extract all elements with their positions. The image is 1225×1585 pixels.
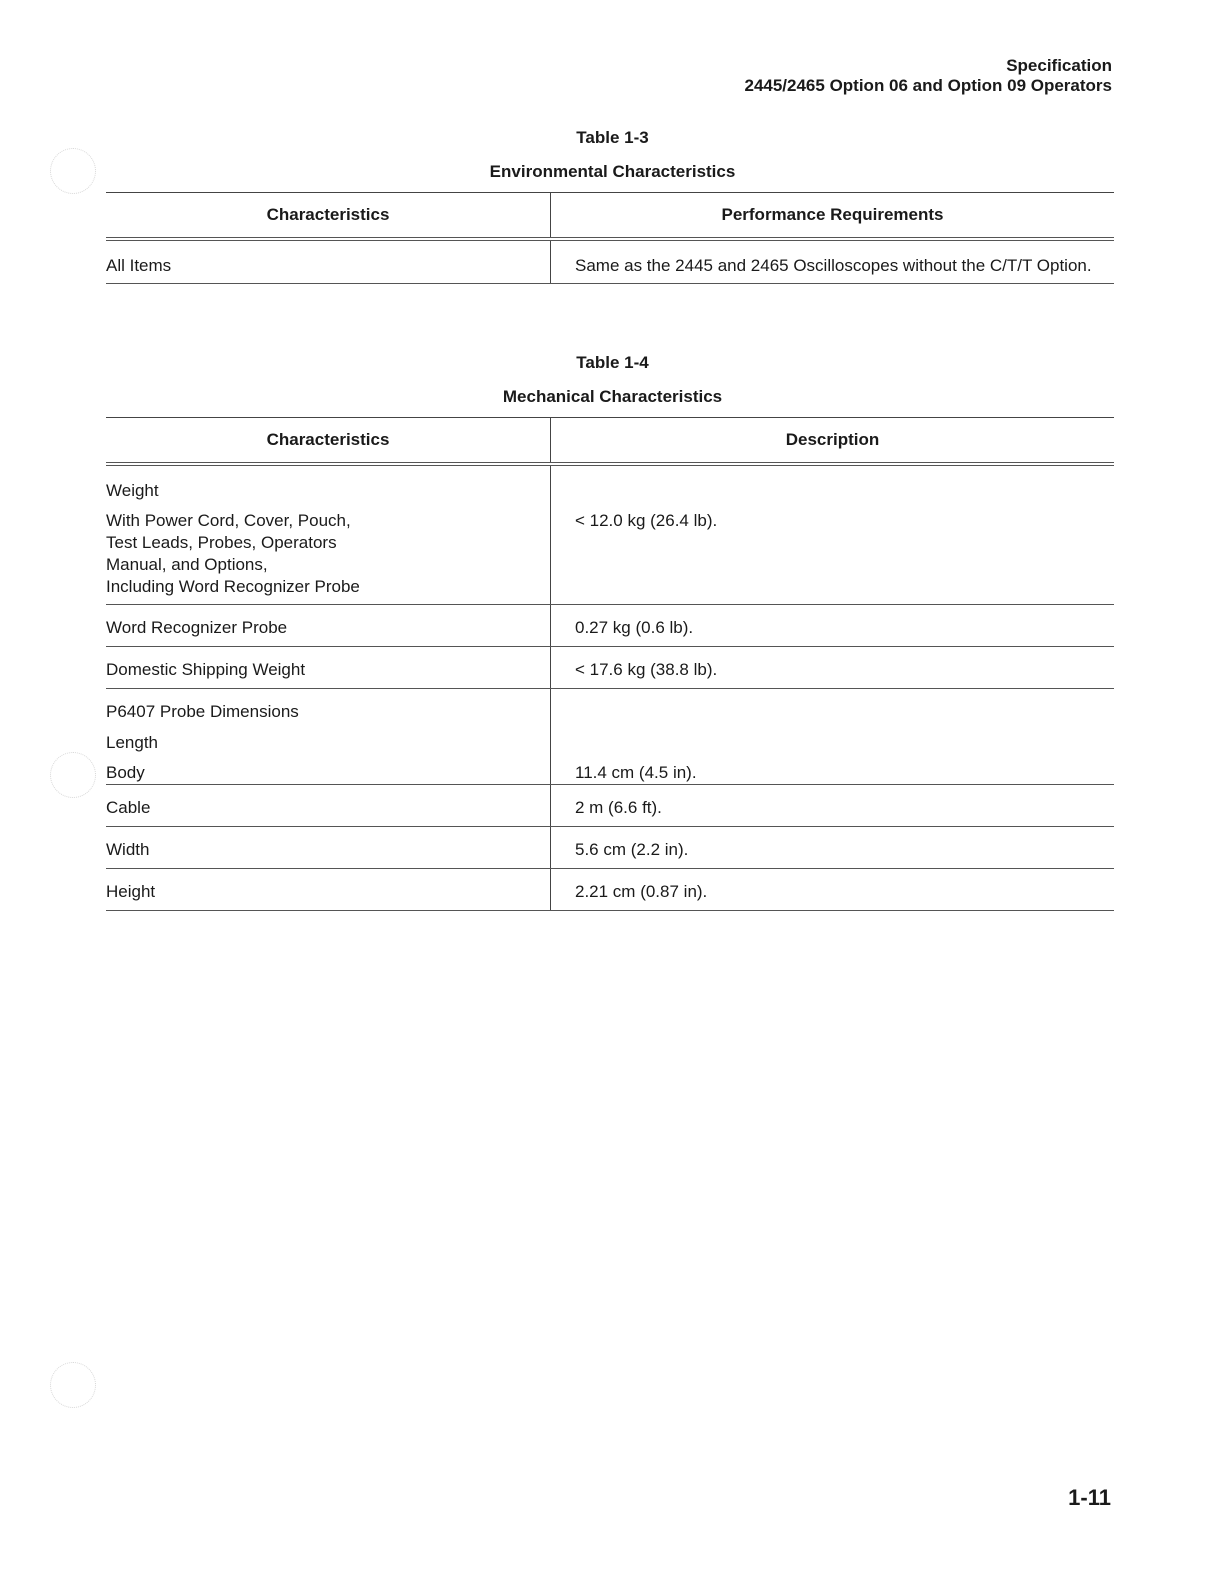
- word-probe-value: 0.27 kg (0.6 lb).: [551, 605, 1115, 647]
- width-label: Width: [106, 827, 551, 869]
- table-1-4-title: Mechanical Characteristics: [502, 387, 723, 406]
- binder-hole-middle: [50, 752, 96, 798]
- section-title: Specification: [1006, 56, 1112, 75]
- word-probe-label: Word Recognizer Probe: [106, 605, 551, 647]
- row-characteristic: All Items: [106, 239, 551, 284]
- height-label: Height: [106, 869, 551, 911]
- table-row: [106, 869, 1114, 911]
- table-row: [106, 464, 1114, 510]
- with-power-cord-value: < 12.0 kg (26.4 lb).: [551, 510, 1115, 605]
- table-row: [106, 827, 1114, 869]
- body-label: Body: [106, 754, 551, 785]
- weight-label: Weight: [106, 481, 159, 500]
- row-requirement: Same as the 2445 and 2465 Oscilloscopes without the C/T/T Option.: [551, 239, 1115, 284]
- table-row: [106, 647, 1114, 689]
- body-value: 11.4 cm (4.5 in).: [551, 754, 1115, 785]
- cable-value: 2 m (6.6 ft).: [551, 785, 1115, 827]
- column-header-characteristics: Characteristics: [106, 418, 551, 465]
- table-1-4-number: Table 1-4: [576, 353, 649, 372]
- table-row: [106, 689, 1114, 724]
- column-header-description: Description: [551, 418, 1115, 465]
- column-header-characteristics: Characteristics: [106, 193, 551, 240]
- table-row: [106, 723, 1114, 754]
- manual-title: 2445/2465 Option 06 and Option 09 Operators: [744, 76, 1112, 95]
- table-1-3-title: Environmental Characteristics: [489, 162, 736, 181]
- table-1-3-number: Table 1-3: [576, 128, 649, 147]
- table-row: [106, 510, 1114, 605]
- environmental-characteristics-table: [106, 192, 1114, 284]
- domestic-shipping-value: < 17.6 kg (38.8 lb).: [551, 647, 1115, 689]
- cable-label: Cable: [106, 785, 551, 827]
- p6407-label: P6407 Probe Dimensions: [106, 702, 299, 721]
- mechanical-characteristics-table: [106, 417, 1114, 911]
- table-row: [106, 605, 1114, 647]
- with-power-cord-label: With Power Cord, Cover, Pouch, Test Leads, Probes, Operators Manual, and Options, Including Word Recognizer Probe: [106, 510, 551, 605]
- page-header: [744, 56, 1112, 96]
- page-number: 1-11: [1068, 1485, 1111, 1510]
- table-row: [106, 754, 1114, 785]
- width-value: 5.6 cm (2.2 in).: [551, 827, 1115, 869]
- height-value: 2.21 cm (0.87 in).: [551, 869, 1115, 911]
- domestic-shipping-label: Domestic Shipping Weight: [106, 647, 551, 689]
- table-row: [106, 239, 1114, 284]
- length-label: Length: [106, 733, 158, 752]
- binder-hole-bottom: [50, 1362, 96, 1408]
- table-row: [106, 785, 1114, 827]
- column-header-performance-requirements: Performance Requirements: [551, 193, 1115, 240]
